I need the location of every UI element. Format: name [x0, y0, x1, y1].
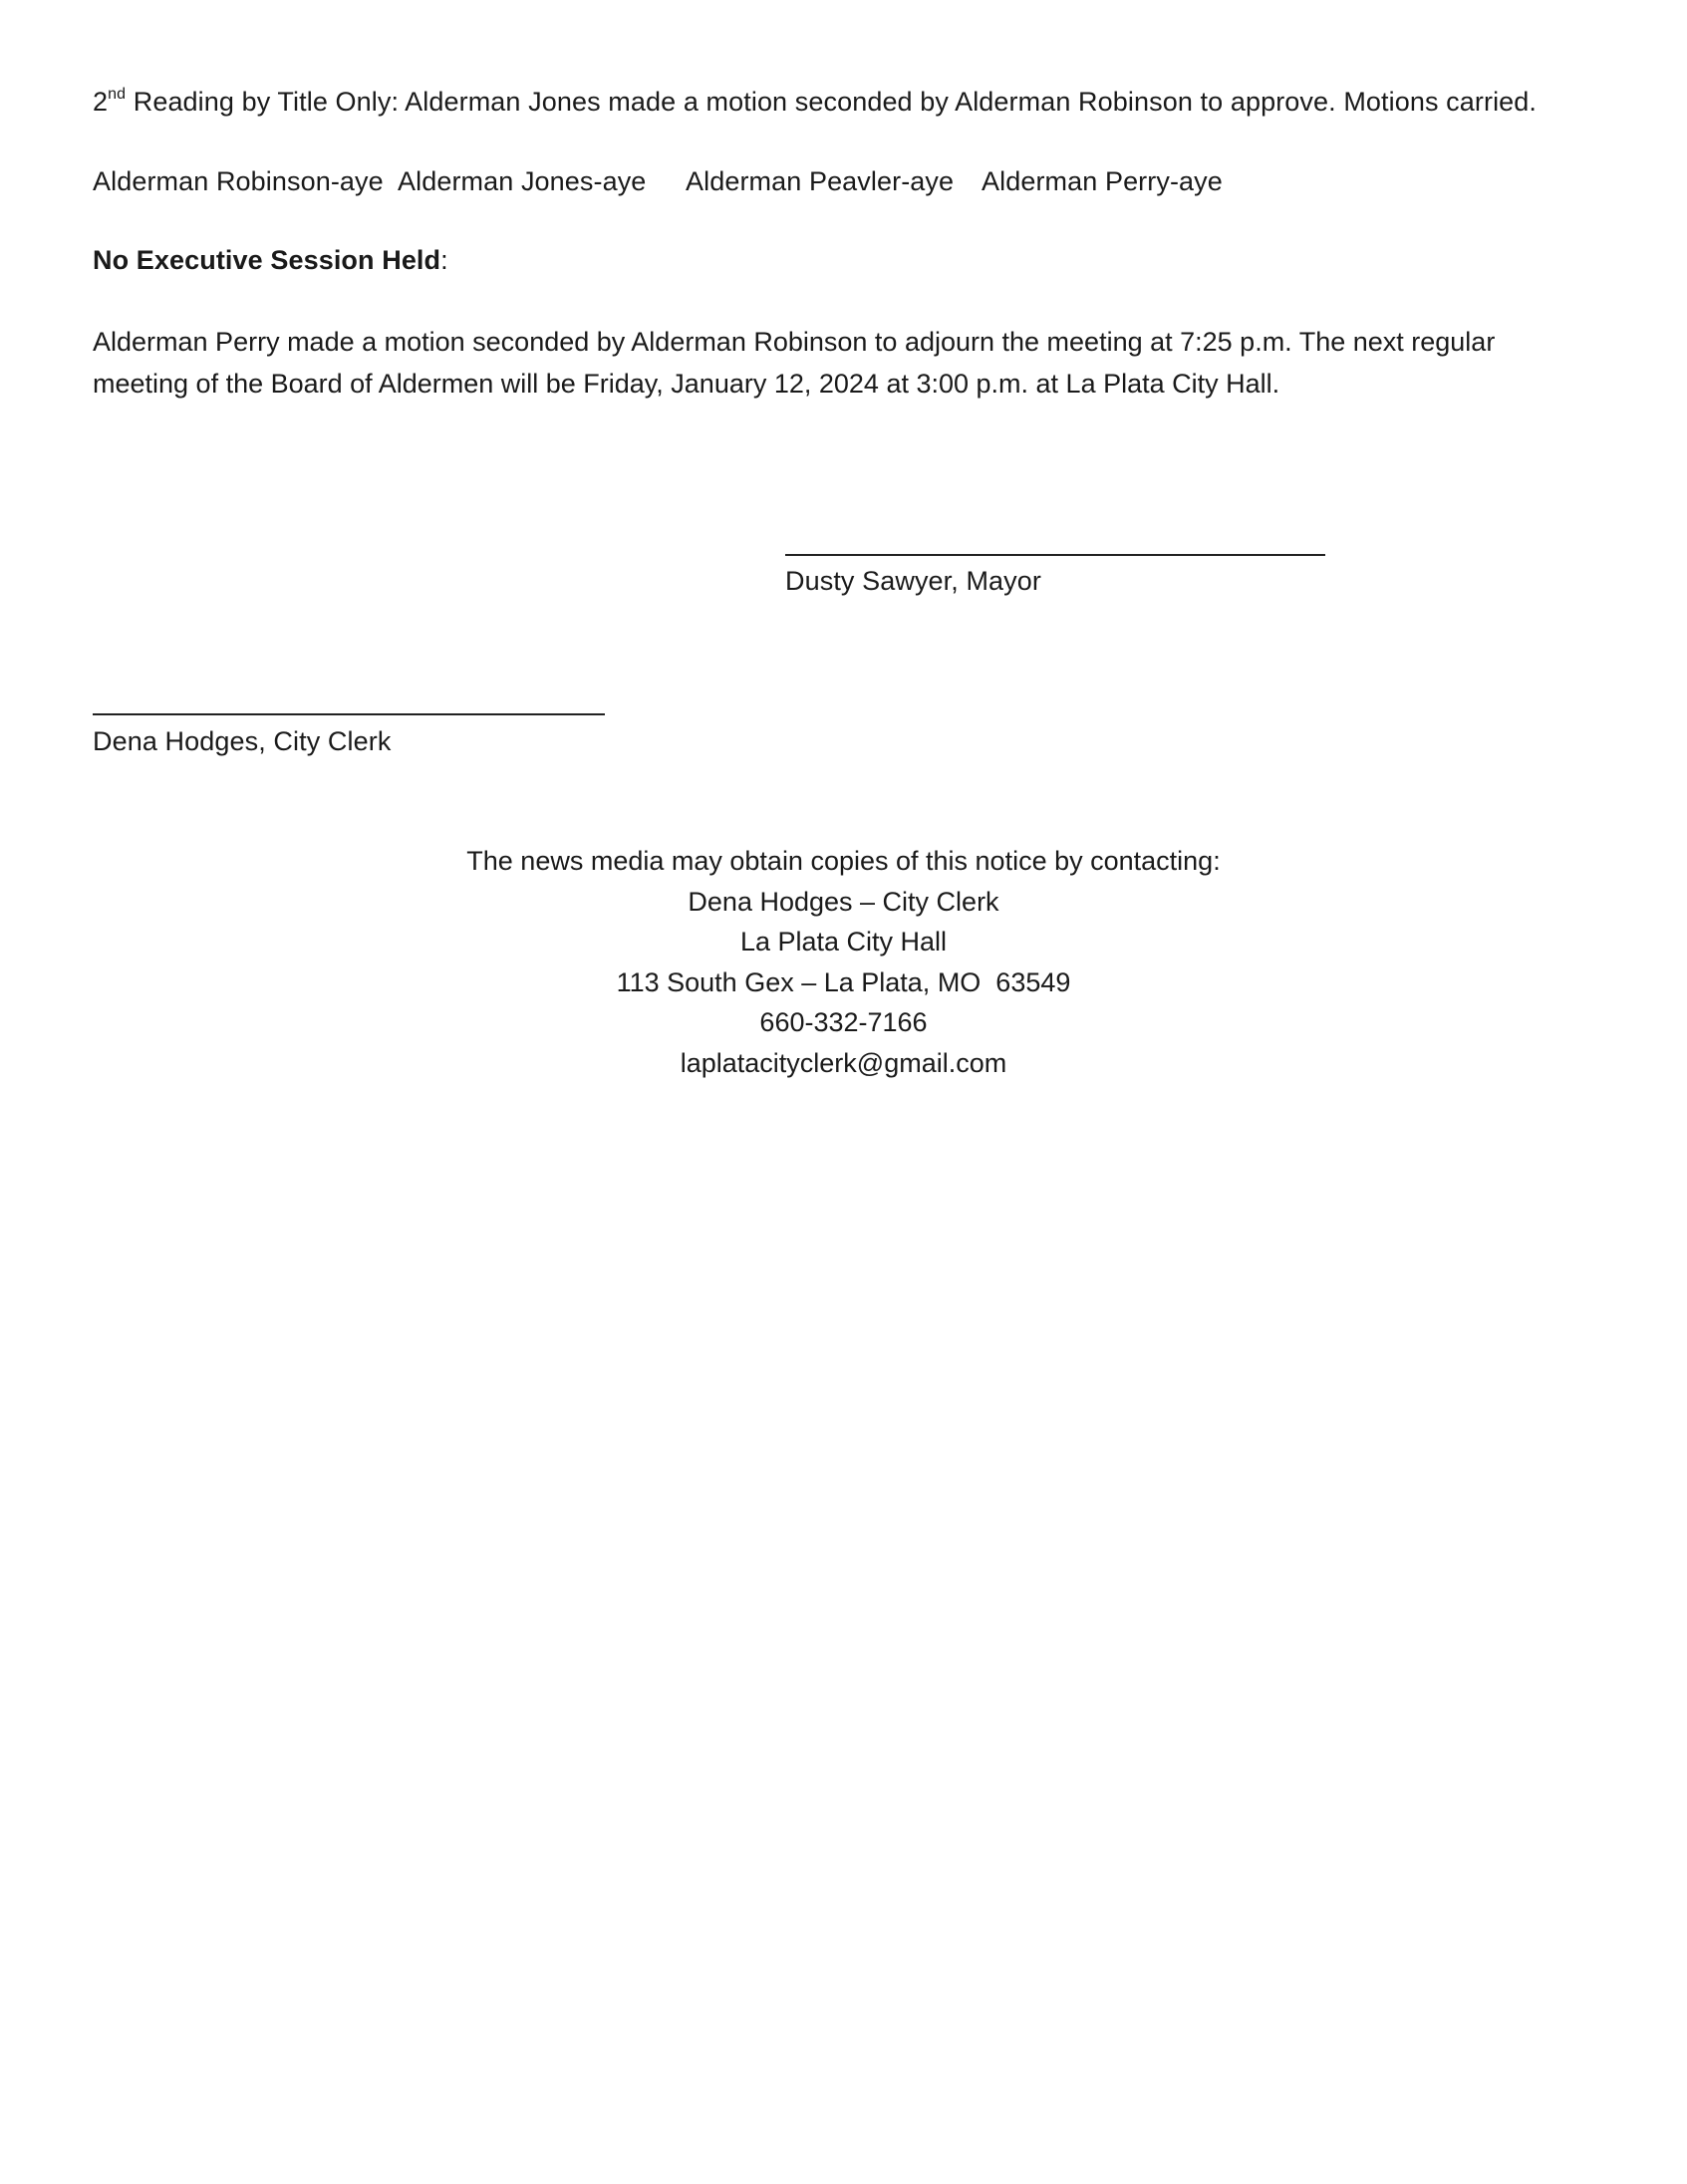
contact-email: laplatacityclerk@gmail.com: [680, 1047, 1007, 1078]
vote-robinson: Alderman Robinson-aye: [93, 166, 384, 196]
reading-ordinal: 2: [93, 87, 109, 117]
second-reading-line: [93, 82, 1537, 122]
reading-text: Reading by Title Only: Alderman Jones made a motion seconded by Alderman Robinson to approve. Motions carried.: [126, 87, 1538, 117]
vote-peavler: Alderman Peavler-aye: [686, 166, 955, 196]
mayor-signature-line: [785, 554, 1325, 556]
executive-session-title: No Executive Session Held: [93, 245, 441, 275]
vote-jones: Alderman Jones-aye: [398, 166, 647, 196]
vote-row: [0, 161, 1687, 201]
contact-office: La Plata City Hall: [739, 927, 948, 956]
clerk-signature-name: Dena Hodges, City Clerk: [93, 726, 392, 756]
executive-session-colon: :: [440, 245, 448, 275]
vote-perry: Alderman Perry-aye: [982, 166, 1223, 196]
contact-address: 113 South Gex – La Plata, MO 63549: [616, 966, 1071, 997]
adjournment-line-1: Alderman Perry made a motion seconded by Alderman Robinson to adjourn the meeting at 7:25 p.m. The next regular: [93, 327, 1496, 357]
contact-intro: The news media may obtain copies of this notice by contacting:: [466, 846, 1221, 876]
adjournment-line-2: meeting of the Board of Aldermen will be Friday, January 12, 2024 at 3:00 p.m. at La Plata City Hall.: [93, 369, 1280, 399]
adjournment-paragraph: [93, 321, 1647, 405]
clerk-signature-line: [93, 713, 605, 715]
contact-phone: 660-332-7166: [759, 1007, 928, 1037]
contact-name: Dena Hodges – City Clerk: [688, 886, 999, 917]
contact-block: [0, 841, 1687, 1083]
reading-ordinal-suffix: nd: [108, 86, 127, 103]
executive-session-heading: [93, 240, 448, 280]
mayor-signature-name: Dusty Sawyer, Mayor: [785, 566, 1041, 596]
